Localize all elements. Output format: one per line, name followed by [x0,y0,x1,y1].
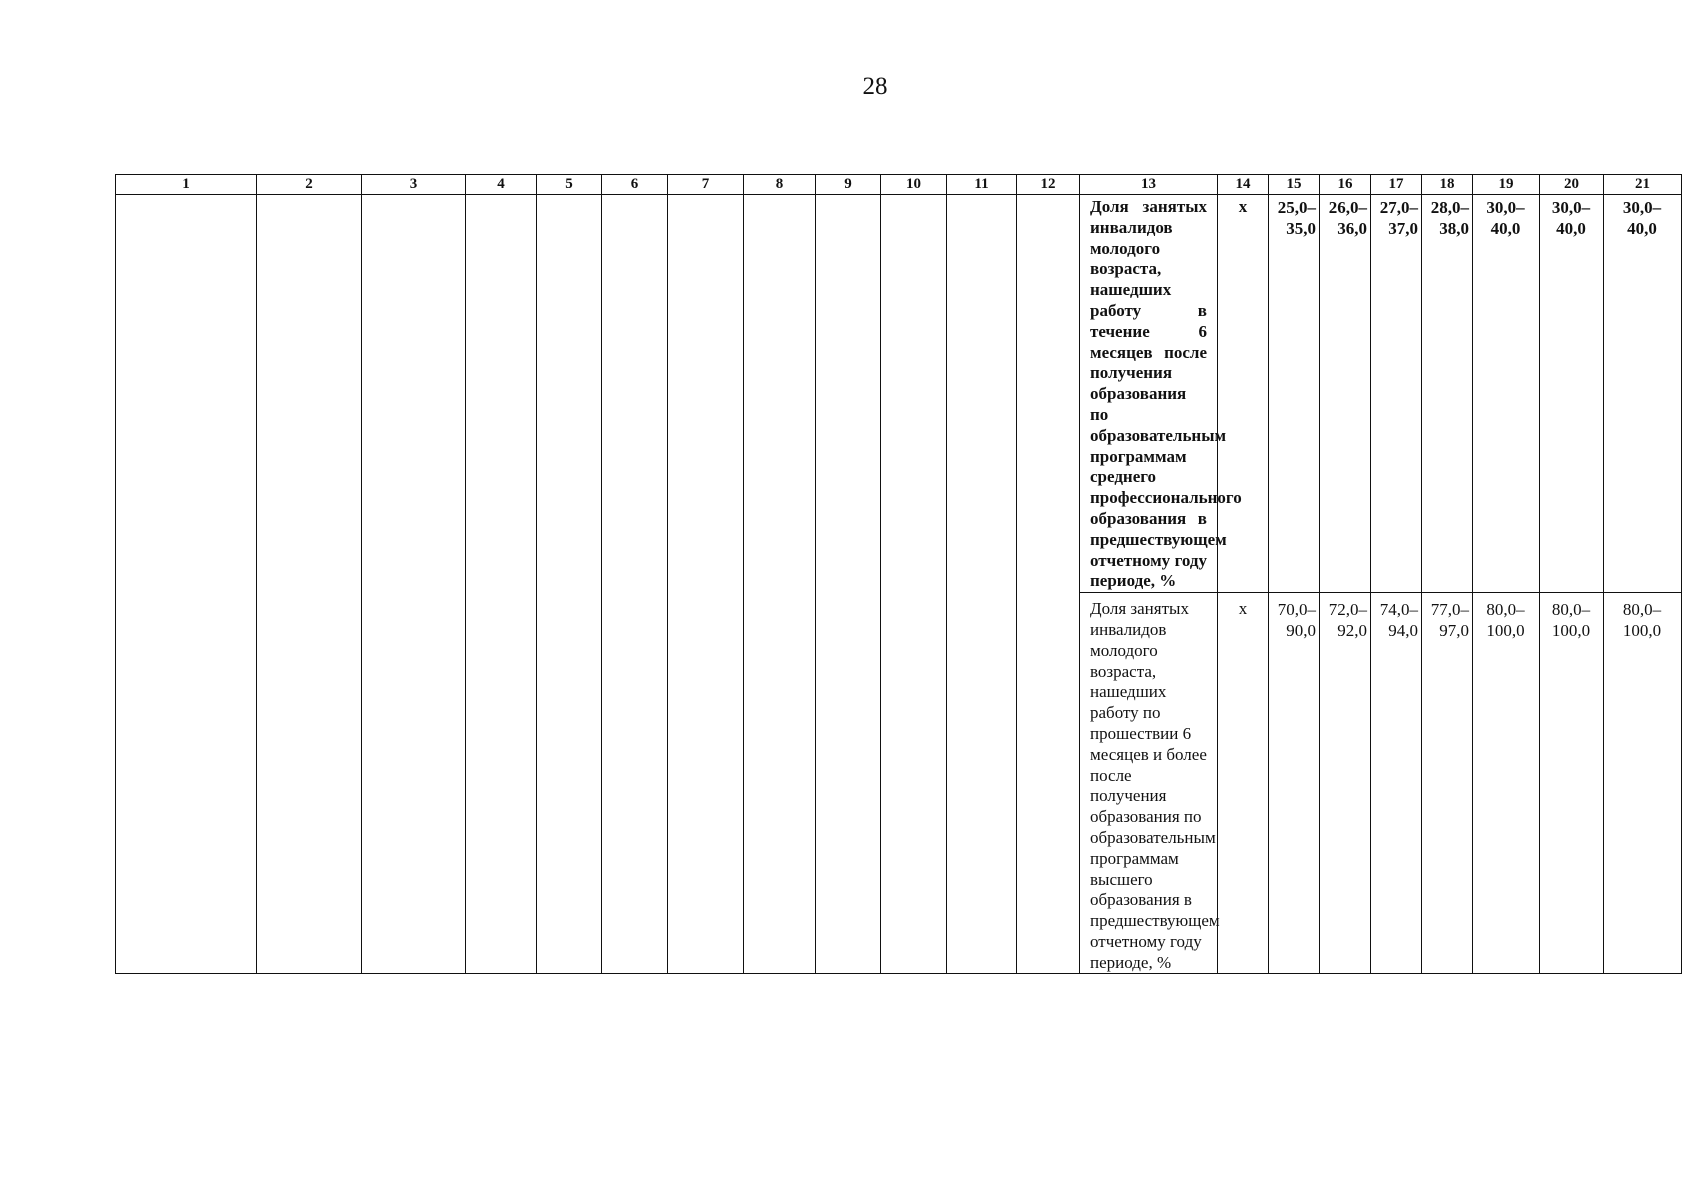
range-from: 80,0– [1551,600,1591,620]
range-to: 40,0 [1627,219,1657,238]
col-header-7: 7 [668,175,744,195]
indicator-description: Доля занятых инвалидов молодого возраста, нашедших работу в течение 6 месяцев после получения образования по образовательным программам среднего профессионального образования в предшествующем отчетному году периоде, % [1080,195,1218,593]
empty-cell-col-3 [362,195,466,974]
col-header-1: 1 [116,175,257,195]
target-range-19 [1473,195,1540,593]
target-range-20 [1540,195,1604,593]
empty-cell-col-1 [116,195,257,974]
col-header-16: 16 [1320,175,1371,195]
range-from: 27,0– [1379,198,1418,217]
col-header-20: 20 [1540,175,1604,195]
col-header-2: 2 [257,175,362,195]
indicator-description: Доля занятых инвалидов молодого возраста, нашедших работу по прошествии 6 месяцев и более после получения образования по образовательным программам высшего образования в предшествующем отчетному году периоде, % [1080,593,1218,974]
range-to: 97,0 [1439,621,1469,641]
col-header-21: 21 [1604,175,1682,195]
range-to: 35,0 [1286,219,1316,238]
table-row [116,195,1682,593]
empty-cell-col-11 [947,195,1017,974]
range-to: 100,0 [1622,621,1662,641]
not-applicable-mark: х [1218,195,1269,593]
col-header-18: 18 [1422,175,1473,195]
range-to: 90,0 [1286,621,1316,641]
col-header-10: 10 [881,175,947,195]
col-header-15: 15 [1269,175,1320,195]
empty-cell-col-7 [668,195,744,974]
target-range-20 [1540,593,1604,974]
range-from: 80,0– [1486,600,1525,620]
col-header-13: 13 [1080,175,1218,195]
empty-cell-col-8 [744,195,816,974]
empty-cell-col-5 [537,195,602,974]
col-header-8: 8 [744,175,816,195]
range-to: 100,0 [1551,621,1591,641]
range-from: 77,0– [1430,600,1469,620]
target-range-16 [1320,593,1371,974]
target-range-21 [1604,593,1682,974]
range-from: 70,0– [1277,600,1316,620]
range-from: 30,0– [1622,198,1662,217]
col-header-12: 12 [1017,175,1080,195]
empty-cell-col-10 [881,195,947,974]
target-range-15 [1269,593,1320,974]
range-from: 72,0– [1328,600,1367,620]
not-applicable-mark: х [1218,593,1269,974]
empty-cell-col-6 [602,195,668,974]
target-range-18 [1422,195,1473,593]
col-header-5: 5 [537,175,602,195]
range-from: 74,0– [1379,600,1418,620]
col-header-6: 6 [602,175,668,195]
indicators-table [115,174,1682,974]
range-from: 30,0– [1551,198,1591,217]
target-range-19 [1473,593,1540,974]
col-header-4: 4 [466,175,537,195]
target-range-15 [1269,195,1320,593]
target-range-18 [1422,593,1473,974]
col-header-9: 9 [816,175,881,195]
target-range-21 [1604,195,1682,593]
range-from: 80,0– [1622,600,1662,620]
empty-cell-col-2 [257,195,362,974]
col-header-11: 11 [947,175,1017,195]
target-range-16 [1320,195,1371,593]
page-number: 28 [862,73,888,100]
range-from: 25,0– [1277,198,1316,217]
range-to: 92,0 [1337,621,1367,641]
empty-cell-col-12 [1017,195,1080,974]
range-from: 28,0– [1430,198,1469,217]
range-to: 36,0 [1337,219,1367,238]
range-to: 37,0 [1388,219,1418,238]
target-range-17 [1371,593,1422,974]
empty-cell-col-9 [816,195,881,974]
range-from: 30,0– [1486,198,1525,217]
target-range-17 [1371,195,1422,593]
range-from: 26,0– [1328,198,1367,217]
range-to: 40,0 [1490,219,1521,238]
empty-cell-col-4 [466,195,537,974]
column-number-row [116,175,1682,195]
range-to: 94,0 [1388,621,1418,641]
range-to: 38,0 [1439,219,1469,238]
col-header-19: 19 [1473,175,1540,195]
col-header-3: 3 [362,175,466,195]
col-header-14: 14 [1218,175,1269,195]
range-to: 100,0 [1486,621,1525,641]
range-to: 40,0 [1556,219,1586,238]
col-header-17: 17 [1371,175,1422,195]
